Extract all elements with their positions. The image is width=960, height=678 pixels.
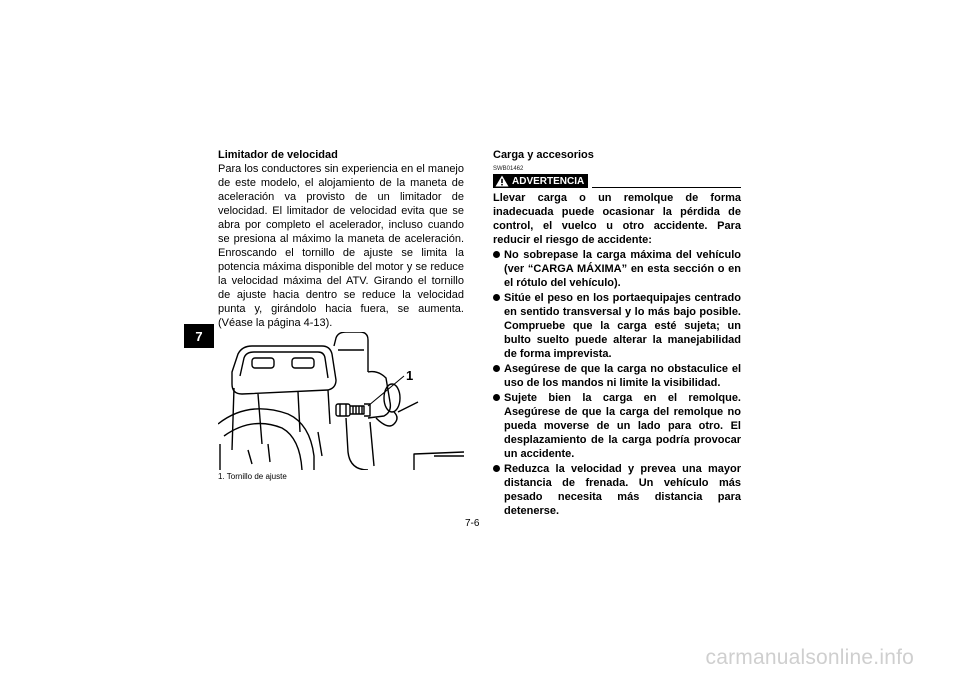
section-heading-speed-limiter: Limitador de velocidad — [218, 149, 338, 161]
bullet-icon — [493, 294, 500, 301]
list-item: Reduzca la velocidad y prevea una mayor distancia de frenada. Un vehículo más pesado necesita más distancia para detenerse. — [493, 462, 741, 518]
warning-badge — [493, 174, 588, 188]
bullet-icon — [493, 365, 500, 372]
warning-header — [493, 174, 741, 188]
speed-limiter-paragraph: Para los conductores sin experiencia en el manejo de este modelo, el alojamiento de la maneta de aceleración va provisto de un limitador de velocidad. El limitador de velocidad evita que se abra por completo el acelerador, incluso cuando se presiona al máximo la maneta de aceleración. Enroscando el tornillo de ajuste se limita la potencia máxima disponible del motor y se reduce la velocidad máxima del ATV. Girando el tornillo de ajuste hacia dentro se reduce la velocidad punta y, girándolo hacia fuera, se aumenta. (Véase la página 4-13). — [218, 163, 464, 329]
bullet-icon — [493, 465, 500, 472]
warning-triangle-icon — [495, 175, 509, 187]
figure-caption: 1. Tornillo de ajuste — [218, 472, 287, 481]
throttle-adjusting-screw-illustration — [218, 332, 464, 470]
watermark: carmanualsonline.info — [705, 646, 914, 669]
list-item: Asegúrese de que la carga no obstaculice el uso de los mandos ni limite la visibilidad. — [493, 362, 741, 390]
list-item: Sitúe el peso en los portaequipajes centrado en sentido transversal y lo más bajo posible. Compruebe que la carga esté sujeta; un bulto suelto puede alterar la manejabilidad de forma imprevista. — [493, 291, 741, 361]
section-heading-load: Carga y accesorios — [493, 149, 594, 161]
warning-code: SWB01462 — [493, 166, 524, 172]
warning-bullet-list — [493, 248, 741, 518]
left-column — [218, 148, 464, 330]
throttle-housing-drawing — [218, 332, 464, 470]
bullet-icon — [493, 251, 500, 258]
warning-rule — [592, 187, 741, 188]
callout-number: 1 — [406, 368, 414, 383]
right-column — [493, 148, 741, 518]
chapter-tab — [184, 324, 214, 348]
bullet-icon — [493, 394, 500, 401]
warning-label: ADVERTENCIA — [512, 175, 585, 187]
warning-intro: Llevar carga o un remolque de forma inadecuada puede ocasionar la pérdida de control, el vuelco u otro accidente. Para reducir el riesgo de accidente: — [493, 192, 741, 246]
chapter-number: 7 — [195, 328, 203, 344]
list-item: No sobrepase la carga máxima del vehículo (ver “CARGA MÁXIMA” en esta sección o en el rótulo del vehículo). — [493, 248, 741, 290]
list-item: Sujete bien la carga en el remolque. Asegúrese de que la carga del remolque no pueda moverse de un lado para otro. El desplazamiento de la carga podría provocar un accidente. — [493, 391, 741, 461]
page-number: 7-6 — [465, 518, 480, 529]
